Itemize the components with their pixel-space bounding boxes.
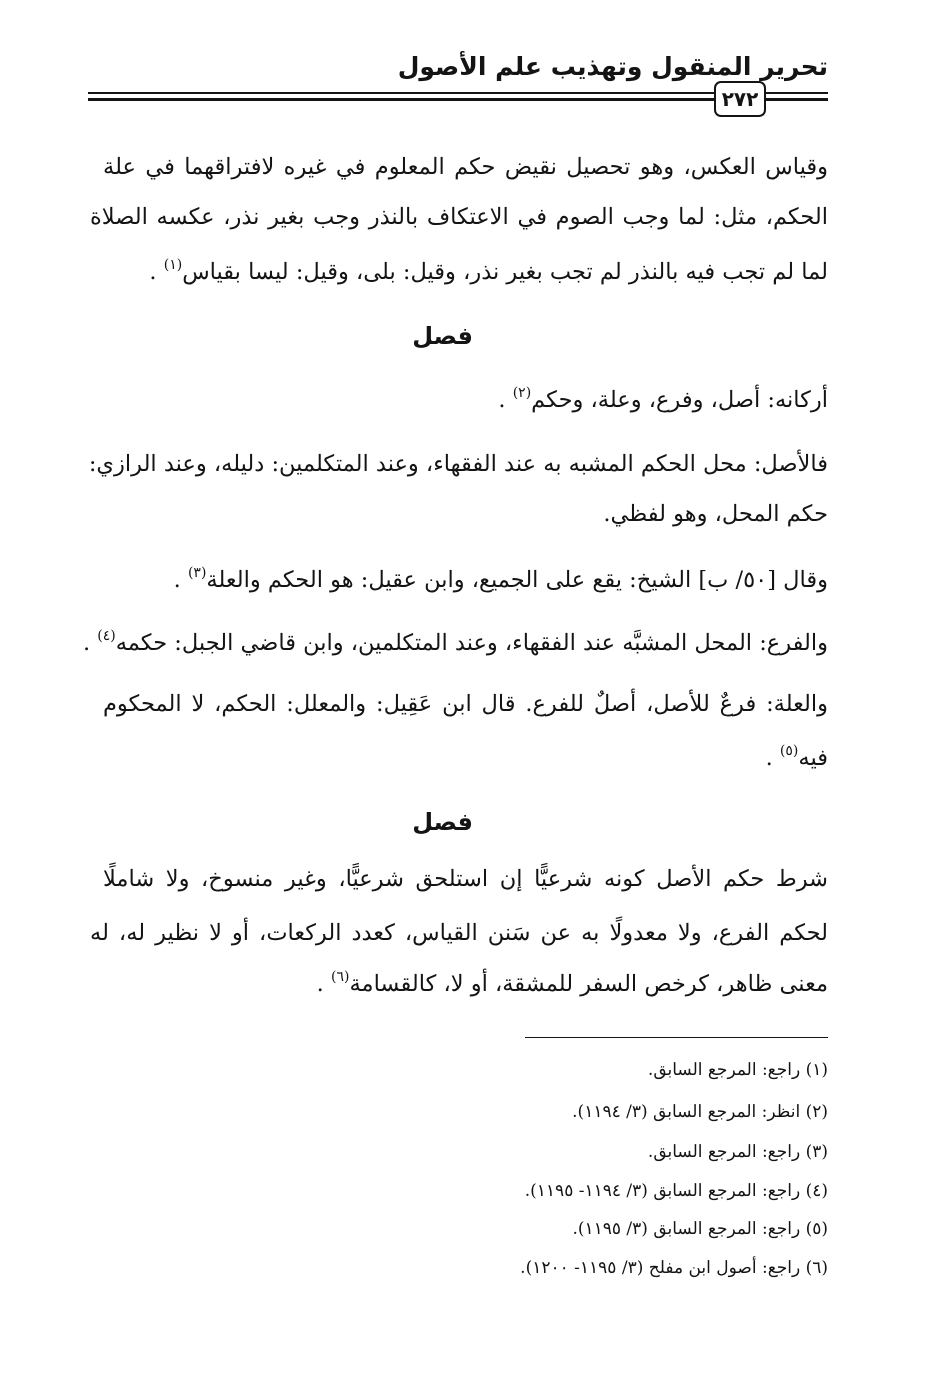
- footnote-6: (٦) راجع: أصول ابن مفلح (٣/ ١١٩٥- ١٢٠٠).: [520, 1258, 828, 1278]
- para7-line3: معنى ظاهر، كرخص السفر للمشقة، أو لا، كالقسامة$^{(٦)}$ .: [316, 969, 828, 997]
- footnote-ref-3: (٣): [187, 565, 207, 581]
- para1-line1: وقياس العكس، وهو تحصيل نقيض حكم المعلوم في غيره لافتراقهما في علة: [103, 154, 828, 180]
- section-heading-1: فصل: [412, 322, 473, 350]
- running-title: تحرير المنقول وتهذيب علم الأصول: [397, 52, 828, 81]
- para7-line1: شرط حكم الأصل كونه شرعيًّا إن استلحق شرعيًّا، وغير منسوخ، ولا شاملًا: [103, 866, 828, 892]
- footnote-5: (٥) راجع: المرجع السابق (٣/ ١١٩٥).: [572, 1219, 828, 1239]
- para1-line3: لما لم تجب فيه بالنذر لم تجب بغير نذر، وقيل: بلى، وقيل: ليسا بقياس$^{(١)}$ .: [149, 257, 828, 285]
- footnote-ref-2: (٢): [512, 385, 532, 401]
- footnote-3: (٣) راجع: المرجع السابق.: [647, 1142, 828, 1162]
- para5: والفرع: المحل المشبَّه عند الفقهاء، وعند المتكلمين، وابن قاضي الجبل: حكمه$^{(٤)}$ .: [82, 628, 828, 656]
- para4: وقال [٥٠/ ب] الشيخ: يقع على الجميع، وابن عقيل: هو الحكم والعلة$^{(٣)}$ .: [173, 565, 828, 593]
- para3-line1: فالأصل: محل الحكم المشبه به عند الفقهاء، وعند المتكلمين: دليله، وعند الرازي:: [88, 451, 828, 477]
- para6-line1: والعلة: فرعٌ للأصل، أصلٌ للفرع. قال ابن عَقِيل: والمعلل: الحكم، لا المحكوم: [103, 691, 828, 717]
- para7-line2: لحكم الفرع، ولا معدولًا به عن سَنن القياس، كعدد الركعات، أو لا نظير له، له: [90, 920, 828, 946]
- footnote-ref-4: (٤): [97, 628, 116, 644]
- para3-line2: حكم المحل، وهو لفظي.: [603, 501, 828, 527]
- footnote-separator: [525, 1037, 828, 1038]
- footnote-1: (١) راجع: المرجع السابق.: [647, 1060, 828, 1080]
- para1-line2: الحكم، مثل: لما وجب الصوم في الاعتكاف بالنذر وجب بغير نذر، عكسه الصلاة: [90, 204, 828, 230]
- footnote-ref-6: (٦): [330, 969, 350, 985]
- footnote-2: (٢) انظر: المرجع السابق (٣/ ١١٩٤).: [572, 1102, 828, 1122]
- page-number: ٢٧٢: [714, 81, 766, 117]
- footnote-ref-1: (١): [163, 257, 183, 273]
- footnote-4: (٤) راجع: المرجع السابق (٣/ ١١٩٤- ١١٩٥).: [524, 1181, 828, 1201]
- para2: أركانه: أصل، وفرع، وعلة، وحكم$^{(٢)}$ .: [498, 385, 828, 413]
- footnote-ref-5: (٥): [779, 743, 799, 759]
- section-heading-2: فصل: [412, 808, 473, 836]
- para6-line2: فيه$^{(٥)}$ .: [765, 743, 828, 771]
